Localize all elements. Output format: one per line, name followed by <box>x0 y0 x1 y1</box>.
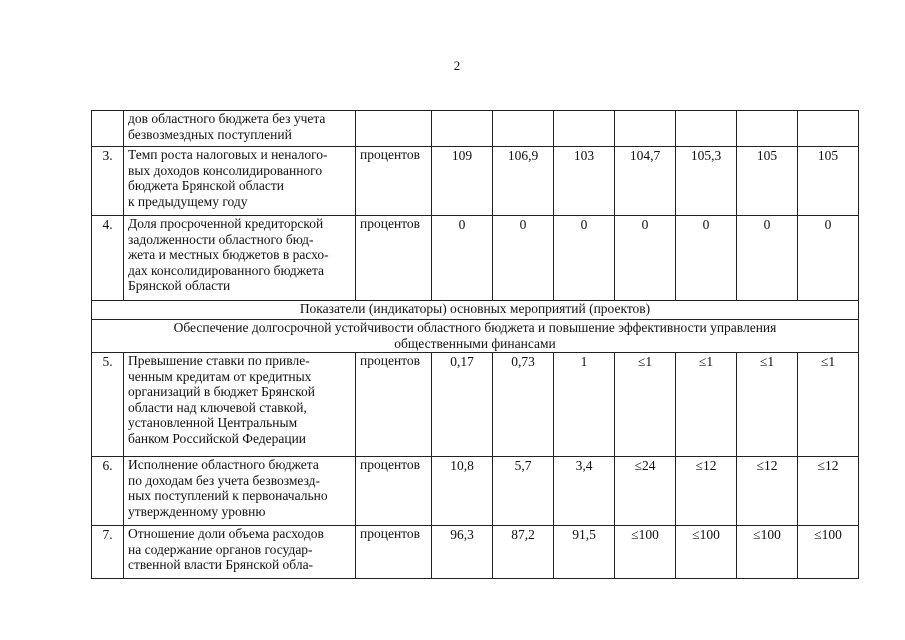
section-title-line: Обеспечение долгосрочной устойчивости областного бюджета и повышение эффективности управления <box>173 320 777 335</box>
indicator-name-line: дах консолидированного бюджета <box>128 262 325 278</box>
indicator-name-line: утвержденному уровню <box>128 503 266 519</box>
section-title <box>92 301 859 320</box>
value-text: 10,8 <box>450 458 474 473</box>
indicator-name-line: Отношение доли объема расходов <box>128 526 324 541</box>
indicator-name-line: ченным кредитам от кредитных <box>128 368 312 384</box>
unit-cell <box>356 111 432 147</box>
row-number-text: 3. <box>102 148 113 163</box>
table-row <box>92 457 859 526</box>
value-cell <box>432 526 493 579</box>
value-cell <box>615 147 676 216</box>
value-cell <box>493 147 554 216</box>
value-cell <box>737 216 798 301</box>
table-row <box>92 216 859 301</box>
unit-text: процентов <box>360 216 421 231</box>
unit-cell <box>356 457 432 526</box>
value-cell <box>493 457 554 526</box>
value-text: ≤12 <box>756 458 778 473</box>
unit-text: процентов <box>360 353 421 368</box>
value-text: 103 <box>573 148 595 163</box>
value-text: ≤1 <box>759 354 775 369</box>
value-cell <box>798 353 859 457</box>
value-text: 5,7 <box>514 458 532 473</box>
row-number-text: 4. <box>102 217 113 232</box>
indicator-name-line: установленной Центральным <box>128 415 298 431</box>
value-cell <box>798 526 859 579</box>
value-text: ≤100 <box>753 527 781 542</box>
unit-cell <box>356 216 432 301</box>
value-cell <box>676 457 737 526</box>
indicator-name-line: ных поступлений к первоначально <box>128 488 328 504</box>
unit-cell <box>356 147 432 216</box>
value-text: 104,7 <box>629 148 661 163</box>
section-title-line: общественными финансами <box>394 335 556 351</box>
section-header-row <box>92 320 859 353</box>
value-text: ≤100 <box>692 527 720 542</box>
value-cell <box>798 147 859 216</box>
indicator-name-line: вых доходов консолидированного <box>128 162 323 178</box>
row-number <box>92 111 124 147</box>
unit-text: процентов <box>360 147 421 162</box>
value-cell <box>432 457 493 526</box>
row-number-text: 7. <box>102 527 113 542</box>
row-number <box>92 353 124 457</box>
value-cell <box>554 353 615 457</box>
value-text: 109 <box>451 148 473 163</box>
table-row <box>92 147 859 216</box>
value-cell <box>432 111 493 147</box>
value-cell <box>615 457 676 526</box>
value-text <box>554 111 614 112</box>
unit-text: процентов <box>360 457 421 472</box>
indicator-name-line: к предыдущему году <box>128 193 248 209</box>
value-text: ≤24 <box>634 458 656 473</box>
value-text: 0 <box>641 217 649 232</box>
value-cell <box>432 147 493 216</box>
value-text: ≤1 <box>698 354 714 369</box>
value-text: 0 <box>702 217 710 232</box>
indicator-name <box>124 457 356 526</box>
indicator-name-line: области над ключевой ставкой, <box>128 399 307 415</box>
indicator-name-line: жета и местных бюджетов в расхо- <box>128 247 329 263</box>
value-text: 1 <box>580 354 588 369</box>
value-text: 96,3 <box>450 527 474 542</box>
value-cell <box>615 353 676 457</box>
value-text: 105 <box>817 148 839 163</box>
value-cell <box>493 353 554 457</box>
page-number: 2 <box>453 58 461 73</box>
value-cell <box>554 457 615 526</box>
value-text: 105,3 <box>690 148 722 163</box>
value-cell <box>615 111 676 147</box>
value-cell <box>493 216 554 301</box>
row-number-text <box>92 111 123 112</box>
section-title-line: Показатели (индикаторы) основных мероприятий (проектов) <box>299 301 651 316</box>
section-header-row <box>92 301 859 320</box>
value-text: ≤100 <box>814 527 842 542</box>
value-text <box>676 111 736 112</box>
indicator-name-line: по доходам без учета безвозмезд- <box>128 472 321 488</box>
table-row <box>92 526 859 579</box>
value-text: 3,4 <box>575 458 593 473</box>
value-text <box>737 111 797 112</box>
value-cell <box>554 216 615 301</box>
value-text: 0 <box>580 217 588 232</box>
indicator-name-line: Доля просроченной кредиторской <box>128 216 324 231</box>
value-cell <box>676 353 737 457</box>
value-cell <box>493 526 554 579</box>
value-cell <box>737 147 798 216</box>
value-cell <box>676 111 737 147</box>
indicators-table <box>91 110 859 579</box>
value-cell <box>615 216 676 301</box>
value-cell <box>737 526 798 579</box>
value-text <box>798 111 858 112</box>
indicator-name-line: банком Российской Федерации <box>128 430 307 446</box>
value-text: 0 <box>458 217 466 232</box>
section-title <box>92 320 859 353</box>
value-cell <box>432 216 493 301</box>
value-text: 91,5 <box>572 527 596 542</box>
value-cell <box>493 111 554 147</box>
value-text: ≤12 <box>817 458 839 473</box>
value-text: 0,73 <box>511 354 535 369</box>
indicator-name <box>124 147 356 216</box>
value-text: 87,2 <box>511 527 535 542</box>
value-cell <box>676 147 737 216</box>
value-cell <box>737 457 798 526</box>
row-number <box>92 526 124 579</box>
value-cell <box>798 457 859 526</box>
value-cell <box>676 526 737 579</box>
unit-text: процентов <box>360 526 421 541</box>
value-cell <box>615 526 676 579</box>
value-cell <box>676 216 737 301</box>
value-text: 105 <box>756 148 778 163</box>
value-cell <box>798 111 859 147</box>
indicator-name-line: на содержание органов государ- <box>128 541 313 557</box>
row-number <box>92 457 124 526</box>
value-text <box>432 111 492 112</box>
indicator-name <box>124 216 356 301</box>
indicator-name <box>124 111 356 147</box>
indicator-name-line: безвозмездных поступлений <box>128 126 292 142</box>
value-cell <box>554 111 615 147</box>
indicator-name-line: ственной власти Брянской обла- <box>128 557 314 573</box>
value-text: ≤12 <box>695 458 717 473</box>
value-text: 106,9 <box>507 148 539 163</box>
value-cell <box>432 353 493 457</box>
value-text: 0 <box>824 217 832 232</box>
indicator-name-line: организаций в бюджет Брянской <box>128 384 315 400</box>
indicator-name-line: Брянской области <box>128 278 231 294</box>
value-text: ≤1 <box>820 354 836 369</box>
value-text: ≤100 <box>631 527 659 542</box>
value-text: 0,17 <box>450 354 474 369</box>
row-number <box>92 216 124 301</box>
indicator-name-line: Исполнение областного бюджета <box>128 457 319 472</box>
unit-cell <box>356 353 432 457</box>
value-cell <box>737 353 798 457</box>
value-cell <box>554 147 615 216</box>
indicator-name <box>124 353 356 457</box>
table-row <box>92 353 859 457</box>
indicator-name-line: дов областного бюджета без учета <box>128 111 326 126</box>
value-text: 0 <box>763 217 771 232</box>
value-cell <box>554 526 615 579</box>
indicator-name-line: Превышение ставки по привле- <box>128 353 310 368</box>
row-number-text: 6. <box>102 458 113 473</box>
indicator-name-line: Темп роста налоговых и неналого- <box>128 147 328 162</box>
indicator-name-line: бюджета Брянской области <box>128 178 284 194</box>
table-row <box>92 111 859 147</box>
value-text: ≤1 <box>637 354 653 369</box>
value-text: 0 <box>519 217 527 232</box>
unit-cell <box>356 526 432 579</box>
indicator-name <box>124 526 356 579</box>
value-text <box>493 111 553 112</box>
value-cell <box>737 111 798 147</box>
row-number <box>92 147 124 216</box>
value-text <box>615 111 675 112</box>
value-cell <box>798 216 859 301</box>
indicator-name-line: задолженности областного бюд- <box>128 231 314 247</box>
row-number-text: 5. <box>102 354 113 369</box>
